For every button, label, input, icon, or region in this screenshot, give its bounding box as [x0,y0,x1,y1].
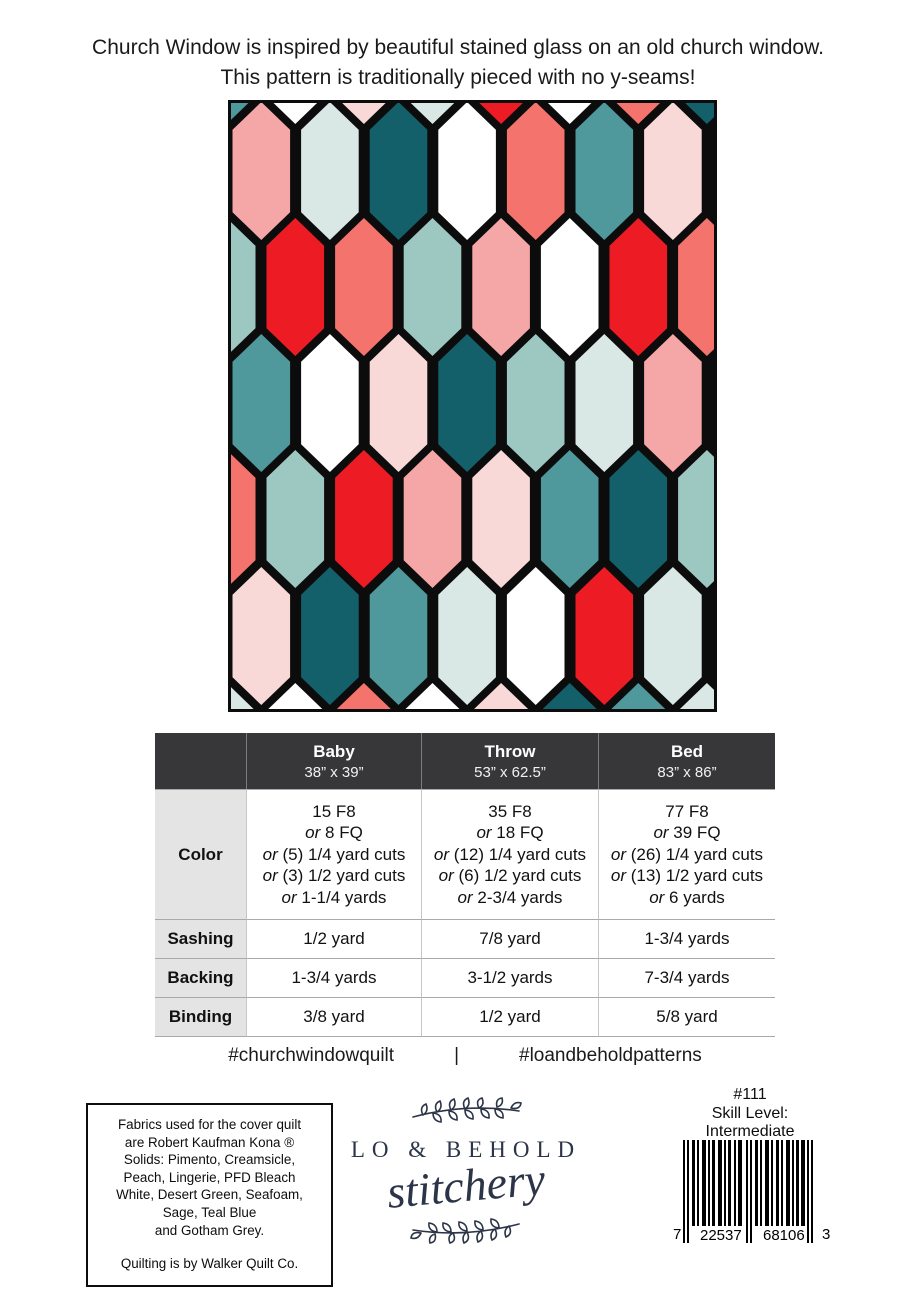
quilt-hexagon [233,334,291,472]
fabrics-line: are Robert Kaufman Kona ® [124,1134,295,1150]
quilt-hexagon [541,450,599,588]
barcode-digit-1: 7 [673,1226,682,1243]
quilt-hexagon [507,334,565,472]
quilt-hexagon [541,218,599,356]
brand-logo [333,1097,599,1244]
quilt-hexagon [233,567,291,705]
quilt-hexagon [644,567,702,705]
fabrics-line: Solids: Pimento, Creamsicle, [123,1152,296,1168]
barcode-digit-3: 68106 [763,1227,805,1244]
cell-binding-throw: 1/2 yard [421,997,598,1037]
skill-label: Skill Level: [711,1104,789,1122]
logo-title: LO & BEHOLD [350,1137,582,1162]
quilt-hexagon [472,218,530,356]
quilt-hexagon [438,334,496,472]
quilt-hexagon [301,334,359,472]
quilt-hexagon [370,567,428,705]
laurel-bottom-icon [407,1216,525,1244]
barcode [671,1140,836,1258]
fabrics-line: White, Desert Green, Seafoam, [116,1187,303,1203]
skill-value: Intermediate [705,1123,795,1140]
fabrics-line: Fabrics used for the cover quilt [117,1117,302,1132]
quilt-hexagon [610,218,668,356]
quilt-hexagon [301,102,359,240]
quilt-hexagon [438,567,496,705]
logo-script: stitchery [384,1153,548,1218]
table-header-bed: Bed 83” x 86” [598,733,775,789]
table-header-throw: Throw 53” x 62.5” [421,733,598,789]
cell-color-baby: 15 F8 or 8 FQ or (5) 1/4 yard cuts or (3) 1/2 yard cuts or 1-1/4 yards [246,789,421,919]
fabrics-lines [94,1116,325,1239]
item-number: #111 [733,1086,767,1103]
quilt-hexagon [404,450,462,588]
fabrics-line: Sage, Teal Blue [162,1204,257,1220]
size-table [155,733,775,1037]
row-label-sashing: Sashing [155,919,246,958]
row-label-color: Color [155,789,246,919]
quilt-hexagon [610,450,668,588]
row-label-binding: Binding [155,997,246,1037]
quilt-hexagon [644,334,702,472]
table-corner-cell [155,733,246,789]
hashtag-quilt: #churchwindowquilt [228,1045,395,1066]
quilt-hexagon [335,450,393,588]
cell-color-bed: 77 F8 or 39 FQ or (26) 1/4 yard cuts or (13) 1/2 yard cuts or 6 yards [598,789,775,919]
hashtags [155,1045,775,1067]
cell-sashing-baby: 1/2 yard [246,919,421,958]
quilt-image [228,100,717,712]
laurel-top-icon [407,1097,525,1125]
cell-backing-throw: 3-1/2 yards [421,958,598,997]
quilt-hexagon [370,334,428,472]
table-header-baby: Baby 38” x 39” [246,733,421,789]
quilt-hexagon [267,450,325,588]
quilt-hexagon [404,218,462,356]
quilt-hexagon [370,102,428,240]
fabrics-line: Peach, Lingerie, PFD Bleach [123,1169,296,1185]
quilt-hexagon [644,102,702,240]
cell-backing-bed: 7-3/4 yards [598,958,775,997]
item-skill-block [655,1086,845,1142]
quilt-hexagon [576,102,634,240]
quilt-hexagon [267,218,325,356]
quilt-hexagon [507,102,565,240]
quilt-hexagon [507,567,565,705]
quilt-hexagon [301,567,359,705]
quilt-hexagon [576,567,634,705]
barcode-digit-2: 22537 [700,1227,742,1244]
quilt-hexagon [438,102,496,240]
fabrics-info-box [86,1103,333,1287]
cell-color-throw: 35 F8 or 18 FQ or (12) 1/4 yard cuts or (6) 1/2 yard cuts or 2-3/4 yards [421,789,598,919]
cell-sashing-bed: 1-3/4 yards [598,919,775,958]
hashtag-divider: | [454,1045,459,1066]
cell-binding-bed: 5/8 yard [598,997,775,1037]
intro-line-1: Church Window is inspired by beautiful stained glass on an old church window. [92,36,824,59]
fabrics-line: and Gotham Grey. [154,1222,265,1238]
quilt-hexagon [335,218,393,356]
intro-text [0,33,916,93]
quilt-svg [228,100,717,712]
quilt-hexagon [233,102,291,240]
barcode-digit-4: 3 [822,1226,831,1243]
cell-binding-baby: 3/8 yard [246,997,421,1037]
cell-backing-baby: 1-3/4 yards [246,958,421,997]
cell-sashing-throw: 7/8 yard [421,919,598,958]
hashtag-brand: #loandbeholdpatterns [519,1045,702,1066]
quilt-hexagon [576,334,634,472]
intro-line-2: This pattern is traditionally pieced with no y-seams! [220,66,696,89]
quilt-hexagon [472,450,530,588]
quilting-credit: Quilting is by Walker Quilt Co. [120,1256,299,1272]
row-label-backing: Backing [155,958,246,997]
